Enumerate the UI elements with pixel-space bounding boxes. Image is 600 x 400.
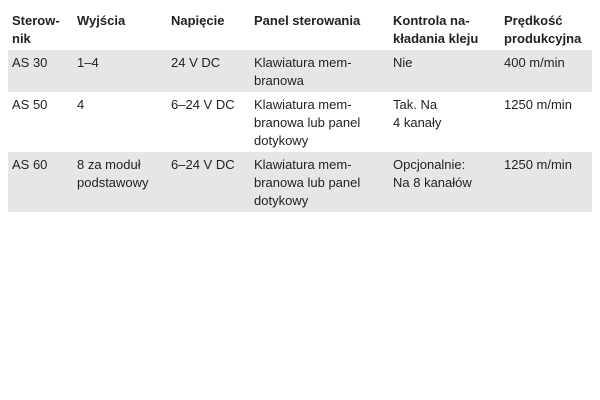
cell-voltage: 6–24 V DC — [167, 152, 250, 212]
controller-comparison-table — [8, 10, 592, 212]
header-voltage: Napięcie — [171, 13, 225, 28]
controller-table-container — [8, 10, 592, 212]
cell-control-panel: Klawiatura mem- branowa lub panel dotykowy — [254, 97, 361, 148]
header-controller: Sterow- nik — [12, 13, 60, 46]
cell-glue-control: Tak. Na 4 kanały — [393, 97, 442, 130]
cell-production-speed: 1250 m/min — [500, 152, 592, 212]
cell-voltage: 6–24 V DC — [171, 97, 235, 112]
cell-controller: AS 60 — [8, 152, 73, 212]
cell-voltage: 24 V DC — [167, 50, 250, 92]
cell-control-panel: Klawiatura mem- branowa lub panel dotykowy — [250, 152, 389, 212]
header-glue-control: Kontrola na- kładania kleju — [393, 13, 479, 46]
cell-outputs: 4 — [77, 97, 85, 112]
table-row — [8, 152, 592, 212]
cell-control-panel: Klawiatura mem- branowa — [250, 50, 389, 92]
cell-outputs: 1–4 — [73, 50, 167, 92]
cell-glue-control: Opcjonalnie: Na 8 kanałów — [389, 152, 500, 212]
header-outputs: Wyjścia — [77, 13, 126, 28]
table-row — [8, 50, 592, 92]
cell-production-speed: 400 m/min — [500, 50, 592, 92]
table-header-row — [8, 10, 592, 50]
header-production-speed: Prędkość produkcyjna — [504, 13, 582, 46]
table-row — [8, 92, 592, 152]
cell-glue-control: Nie — [389, 50, 500, 92]
cell-production-speed: 1250 m/min — [504, 97, 572, 112]
cell-controller: AS 30 — [8, 50, 73, 92]
cell-outputs: 8 za moduł podstawowy — [73, 152, 167, 212]
header-control-panel: Panel sterowania — [254, 13, 361, 28]
cell-controller: AS 50 — [12, 97, 48, 112]
